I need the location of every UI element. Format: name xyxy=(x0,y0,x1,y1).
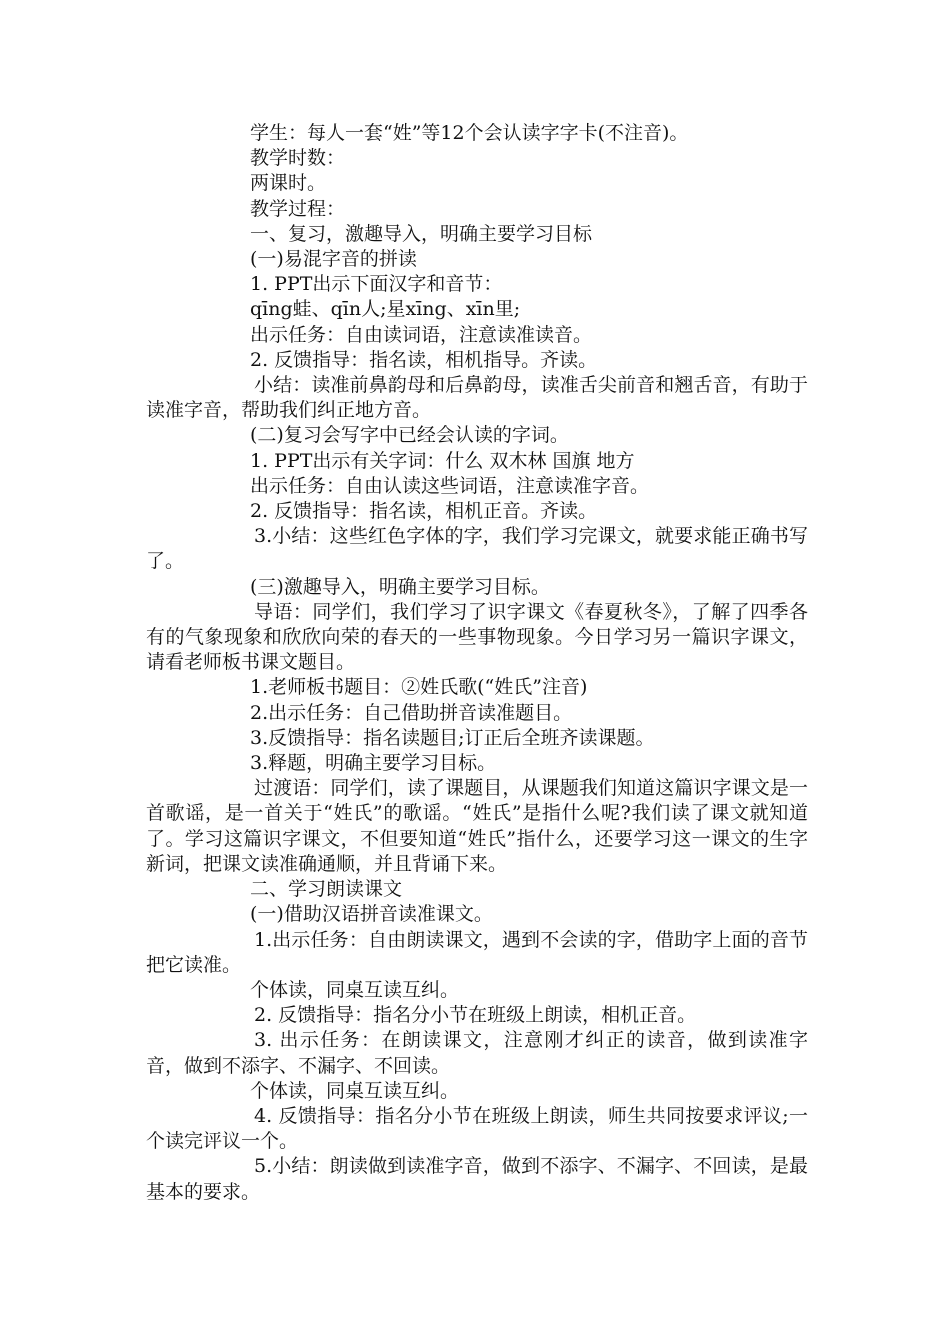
paragraph: 2. 反馈指导：指名读，相机正音。齐读。 xyxy=(250,500,598,523)
paragraph: 3.释题，明确主要学习目标。 xyxy=(250,752,497,775)
paragraph: 出示任务：自由读词语，注意读准读音。 xyxy=(250,323,593,346)
document-body xyxy=(146,121,808,1205)
subsection-heading: (二)复习会写字中已经会认读的字词。 xyxy=(250,424,569,447)
paragraph: 导语：同学们，我们学习了识字课文《春夏秋冬》，了解了四季各有的气象现象和欣欣向荣的春天的一些事物现象。今日学习另一篇识字课文，请看老师板书课文题目。 xyxy=(146,600,808,674)
paragraph: 4. 反馈指导：指名分小节在班级上朗读，师生共同按要求评议;一个读完评议一个。 xyxy=(146,1104,808,1153)
paragraph: 小结：读准前鼻韵母和后鼻韵母，读准舌尖前音和翘舌音，有助于读准字音，帮助我们纠正地方音。 xyxy=(146,374,808,422)
section-heading: 教学过程： xyxy=(250,197,346,220)
paragraph: 5.小结：朗读做到读准字音，做到不添字、不漏字、不回读，是最基本的要求。 xyxy=(146,1155,808,1203)
section-heading: 二、学习朗读课文 xyxy=(250,878,403,901)
paragraph: 2. 反馈指导：指名读，相机指导。齐读。 xyxy=(250,348,598,371)
paragraph: 1. PPT出示下面汉字和音节： xyxy=(250,273,503,296)
paragraph: 3.小结：这些红色字体的字，我们学习完课文，就要求能正确书写了。 xyxy=(146,525,808,573)
subsection-heading: (三)激趣导入，明确主要学习目标。 xyxy=(250,575,550,598)
paragraph: 1.老师板书题目：②姓氏歌(“姓氏”注音) xyxy=(250,676,588,699)
paragraph: 2.出示任务：自己借助拼音读准题目。 xyxy=(250,701,573,724)
subsection-heading: (一)易混字音的拼读 xyxy=(250,248,417,271)
paragraph: 1.出示任务：自由朗读课文，遇到不会读的字，借助字上面的音节把它读准。 xyxy=(146,928,808,976)
paragraph: 两课时。 xyxy=(250,172,327,195)
paragraph: 1. PPT出示有关字词：什么 双木林 国旗 地方 xyxy=(250,449,635,472)
paragraph: 3. 出示任务：在朗读课文，注意刚才纠正的读音，做到读准字音，做到不添字、不漏字、不回读。 xyxy=(146,1029,808,1077)
section-heading: 一、复习，激趣导入，明确主要学习目标 xyxy=(250,222,593,245)
paragraph: 学生：每人一套“姓”等12个会认读字字卡(不注音)。 xyxy=(250,122,689,144)
paragraph: 过渡语：同学们，读了课题目，从课题我们知道这篇识字课文是一首歌谣，是一首关于“姓氏”的歌谣。“姓氏”是指什么呢?我们读了课文就知道了。学习这篇识字课文，不但要知道“姓氏”指什么，还要学习这一课文的生字新词，把课文读准确通顺，并且背诵下来。 xyxy=(146,777,808,875)
paragraph: 3.反馈指导：指名读题目;订正后全班齐读课题。 xyxy=(250,726,655,749)
paragraph: 出示任务：自由认读这些词语，注意读准字音。 xyxy=(250,474,650,497)
paragraph: 2. 反馈指导：指名分小节在班级上朗读，相机正音。 xyxy=(254,1004,697,1027)
paragraph: 个体读，同桌互读互纠。 xyxy=(250,1079,460,1102)
section-heading: 教学时数： xyxy=(250,147,346,170)
subsection-heading: (一)借助汉语拼音读准课文。 xyxy=(250,903,493,926)
paragraph: qīng蛙、qīn人;星xīng、xīn里; xyxy=(250,298,521,321)
paragraph: 个体读，同桌互读互纠。 xyxy=(250,978,460,1001)
